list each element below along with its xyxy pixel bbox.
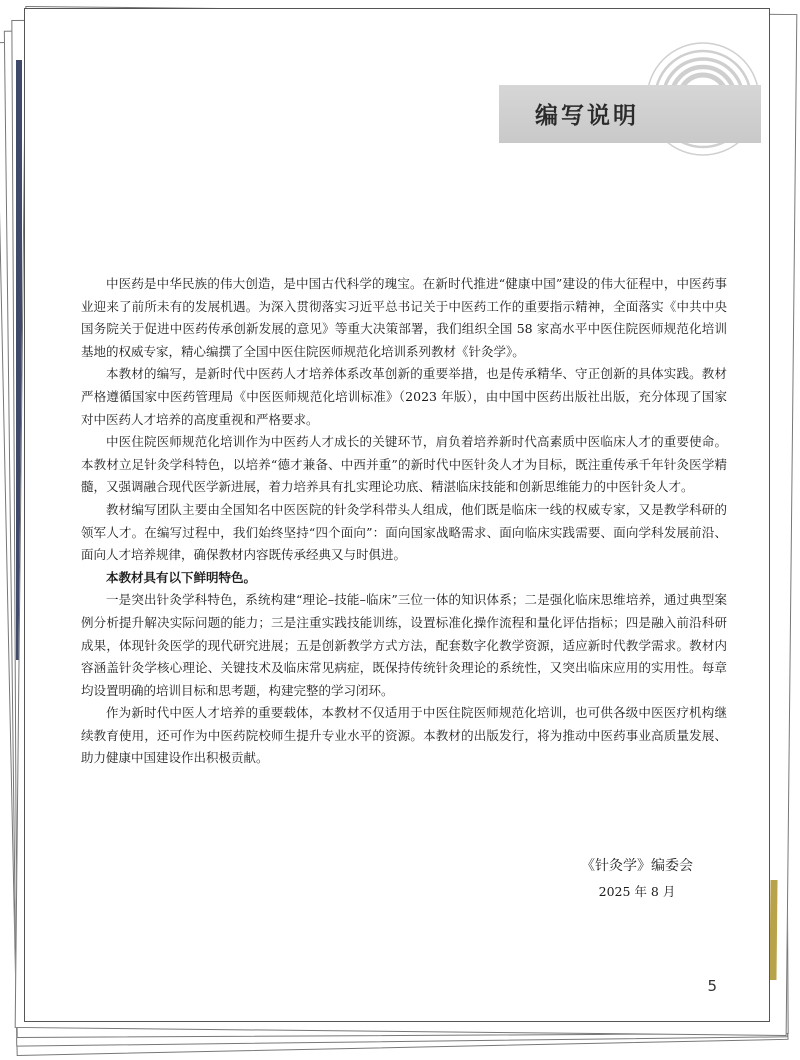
paragraph: 教材编写团队主要由全国知名中医医院的针灸学科带头人组成，他们既是临床一线的权威专家，又是教学科研的领军人才。在编写过程中，我们始终坚持“四个面向”：面向国家战略需求、面向临床实践需要、面向学科发展前沿、面向人才培养规律，确保教材内容既传承经典又与时俱进。 bbox=[81, 501, 727, 563]
page-number: 5 bbox=[707, 977, 717, 995]
paragraph: 作为新时代中医人才培养的重要载体，本教材不仅适用于中医住院医师规范化培训，也可供各级中医医疗机构继续教育使用，还可作为中医药院校师生提升专业水平的资源。本教材的出版发行，将为推动中医药事业高质量发展、助力健康中国建设作出积极贡献。 bbox=[81, 705, 727, 766]
signature-block bbox=[581, 853, 693, 905]
page-title: 编写说明 bbox=[535, 102, 639, 129]
paragraph: 中医药是中华民族的伟大创造，是中国古代科学的瑰宝。在新时代推进“健康中国”建设的伟大征程中，中医药事业迎来了前所未有的发展机遇。为深入贯彻落实习近平总书记关于中医药工作的重要指示精神，全面落实《中共中央 国务院关于促进中医药传承创新发展的意见》等重大决策部署，我们组织全国 58 家高水平中医住院医师规范化培训基地的权威专家，精心编撰了全国中医住院医师规范化培训系列教材《针灸学》。 bbox=[81, 276, 727, 359]
body-text bbox=[81, 273, 727, 770]
features-heading: 本教材具有以下鲜明特色。 bbox=[106, 569, 257, 585]
paragraph: 中医住院医师规范化培训作为中医药人才成长的关键环节，肩负着培养新时代高素质中医临床人才的重要使命。本教材立足针灸学科特色，以培养“德才兼备、中西并重”的新时代中医针灸人才为目标，既注重传承千年针灸医学精髓，又强调融合现代医学新进展，着力培养具有扎实理论功底、精湛临床技能和创新思维能力的中医针灸人才。 bbox=[81, 434, 727, 495]
signature-date: 2025 年 8 月 bbox=[598, 884, 676, 899]
document-page bbox=[24, 8, 770, 1022]
title-banner bbox=[499, 85, 761, 143]
committee-name: 《针灸学》编委会 bbox=[581, 858, 693, 874]
paragraph: 本教材的编写，是新时代中医药人才培养体系改革创新的重要举措，也是传承精华、守正创新的具体实践。教材严格遵循国家中医药管理局《中医医师规范化培训标准》（2023 年版），由中国中医药出版社出版，充分体现了国家对中医药人才培养的高度重视和严格要求。 bbox=[81, 366, 727, 427]
paragraph: 一是突出针灸学科特色，系统构建“理论–技能–临床”三位一体的知识体系；二是强化临床思维培养，通过典型案例分析提升解决实际问题的能力；三是注重实践技能训练，设置标准化操作流程和量化评估指标；四是融入前沿科研成果，体现针灸医学的现代研究进展；五是创新教学方式方法，配套数字化教学资源，适应新时代教学需求。教材内容涵盖针灸学核心理论、关键技术及临床常见病症，既保持传统针灸理论的系统性，又突出临床应用的实用性。每章均设置明确的培训目标和思考题，构建完整的学习闭环。 bbox=[81, 592, 727, 698]
cover-edge-strip bbox=[769, 880, 777, 980]
